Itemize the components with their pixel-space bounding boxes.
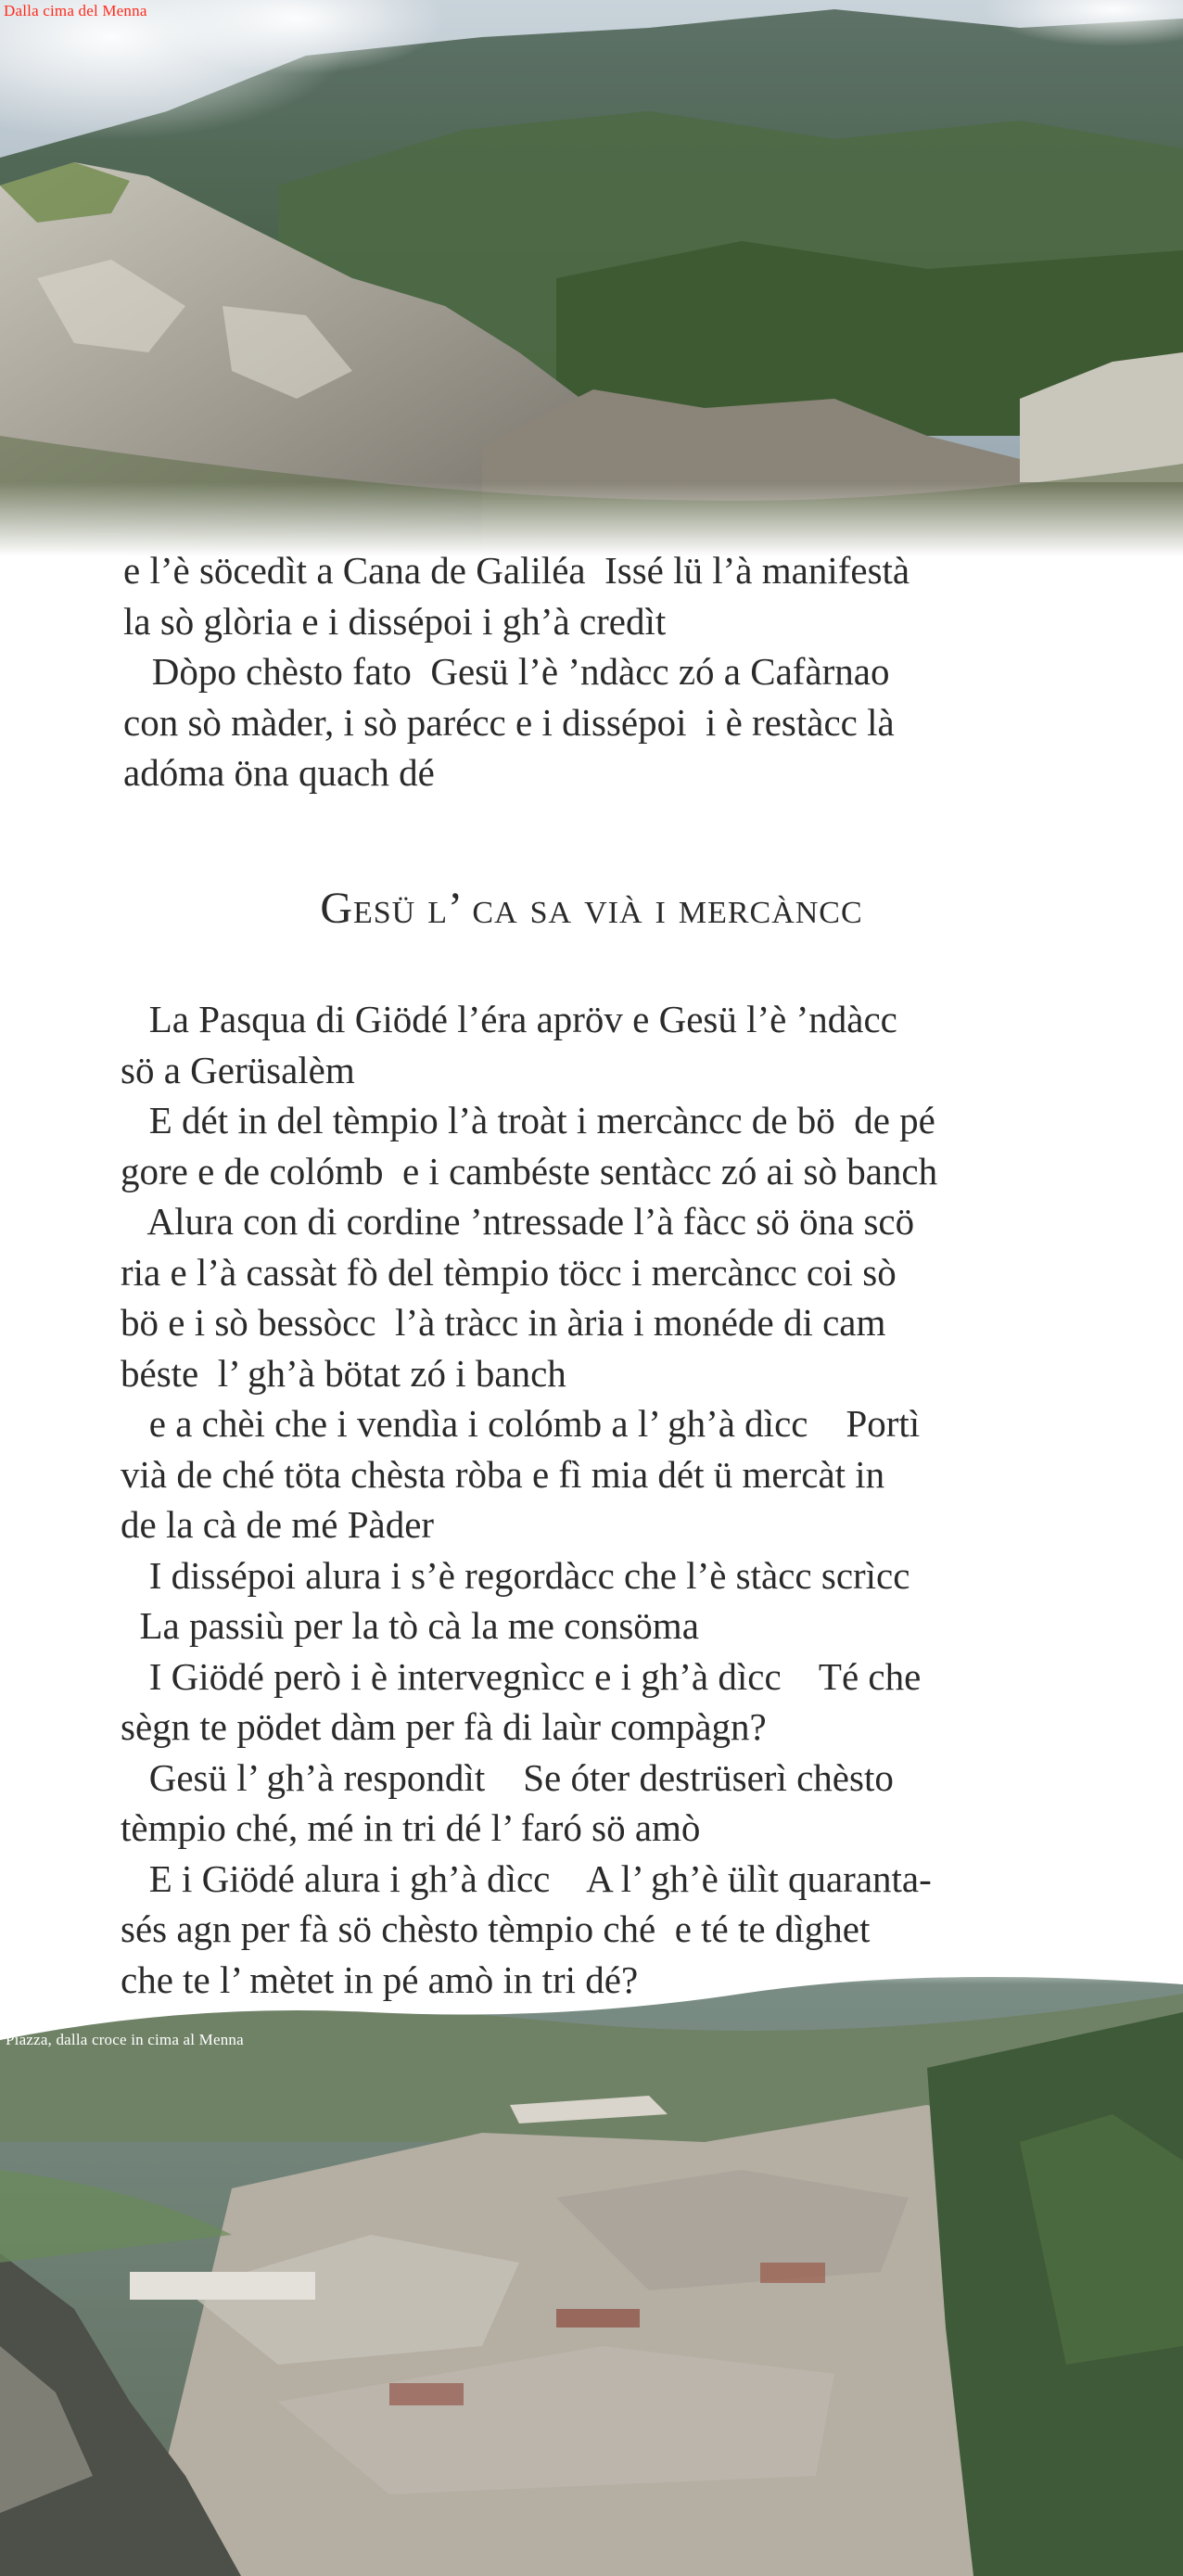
text-line: vià de ché töta chèsta ròba e fì mia dét ü mercàt in [121, 1452, 885, 1496]
text-line: e l’è söcedìt a Cana de Galiléa Issé lü l’à manifestà [123, 549, 910, 592]
text-line: La Pasqua di Giödé l’éra apröv e Gesü l’è ’ndàcc [121, 998, 897, 1040]
text-line: I dissépoi alura i s’è regordàcc che l’è stàcc scrìcc [121, 1553, 910, 1597]
text-line: tèmpio ché, mé in tri dé l’ faró sö amò [121, 1806, 701, 1849]
text-line: E i Giödé alura i gh’à dìcc A l’ gh’è ülìt quaranta- [121, 1856, 932, 1900]
text-line: Gesü l’ gh’à respondìt Se óter destrüserì chèsto [121, 1755, 894, 1799]
text-line: sö a Gerüsalèm [121, 1048, 355, 1091]
section-heading: Gesü l’ ca sa vià i mercàncc [320, 884, 863, 933]
text-line: béste l’ gh’à bötat zó i banch [121, 1351, 566, 1395]
mountain-photo-top [0, 0, 1183, 556]
town-photo-bottom [0, 1957, 1183, 2576]
body-paragraph [121, 994, 1066, 2005]
text-line: con sò màder, i sò parécc e i dissépoi i è restàcc là [123, 700, 895, 744]
caption-bottom: Piazza, dalla croce in cima al Menna [6, 2031, 244, 2048]
intro-paragraph [123, 545, 1069, 798]
text-line: e a chèi che i vendìa i colómb a l’ gh’à dìcc Portì [121, 1402, 921, 1445]
text-line: I Giödé però i è intervegnìcc e i gh’à dìcc Té che [121, 1654, 922, 1698]
text-line: gore e de colómb e i cambéste sentàcc zó ai sò banch [121, 1149, 938, 1192]
caption-top: Dalla cima del Menna [4, 2, 147, 19]
text-line: ria e l’à cassàt fò del tèmpio töcc i mercàncc coi sò [121, 1250, 897, 1294]
text-line: de la cà de mé Pàder [121, 1503, 435, 1546]
text-line: la sò glòria e i dissépoi i gh’à credìt [123, 599, 667, 643]
text-line: Alura con di cordine ’ntressade l’à fàcc sö öna scö [121, 1200, 915, 1243]
text-line: sègn te pödet dàm per fà di laùr compàgn? [121, 1705, 767, 1748]
text-line: La passiù per la tò cà la me consöma [121, 1604, 699, 1647]
text-line: E dét in del tèmpio l’à troàt i mercàncc de bö de pé [121, 1099, 935, 1141]
text-line: bö e i sò bessòcc l’à tràcc in ària i monéde di cam [121, 1301, 886, 1344]
text-line: adóma öna quach dé [123, 751, 435, 794]
text-line: sés agn per fà sö chèsto tèmpio ché e té te dìghet [121, 1907, 871, 1950]
text-line: Dòpo chèsto fato Gesü l’è ’ndàcc zó a Cafàrnao [123, 650, 890, 693]
text-line: che te l’ mètet in pé amò in tri dé? [121, 1958, 639, 2001]
